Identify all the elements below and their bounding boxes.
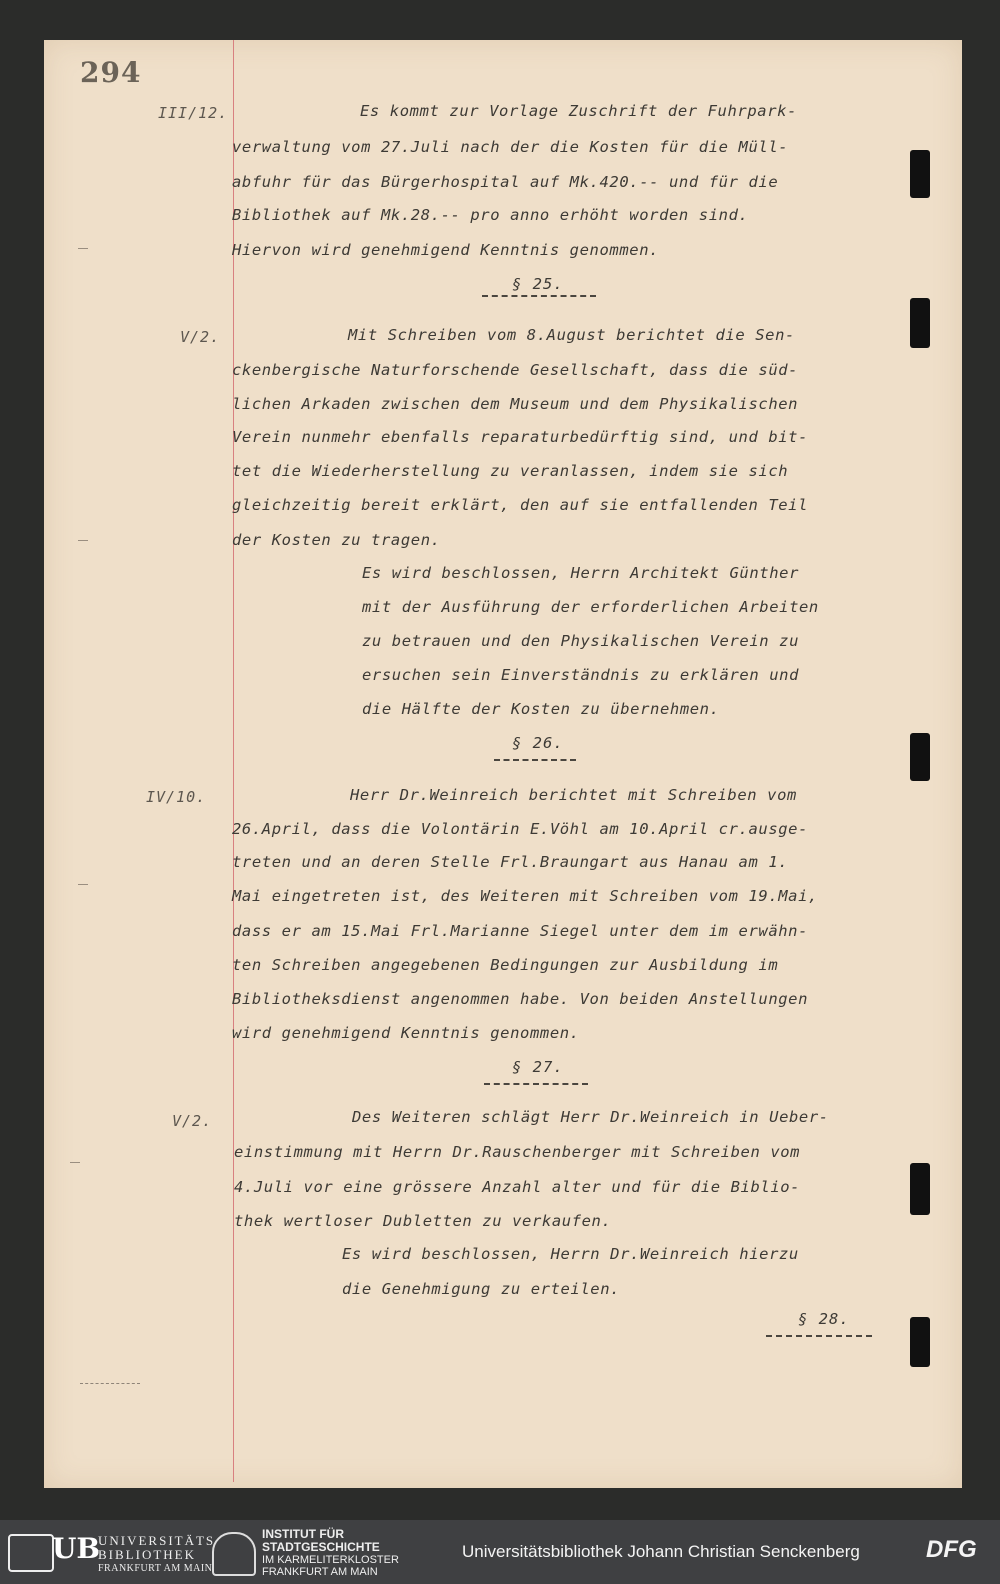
text-line: Des Weiteren schlägt Herr Dr.Weinreich in Ueber- <box>352 1108 829 1126</box>
section-ref: IV/10. <box>146 788 207 806</box>
text-line: Mai eingetreten ist, des Weiteren mit Schreiben vom 19.Mai, <box>232 887 818 905</box>
index-tab <box>910 733 930 781</box>
text-line: Mit Schreiben vom 8.August berichtet die Sen- <box>348 326 795 344</box>
paragraph-number: § 28. <box>798 1310 850 1328</box>
separator-dash <box>494 759 576 761</box>
margin-tick <box>78 540 88 541</box>
separator-dash <box>484 1083 588 1085</box>
resolution-line: ersuchen sein Einverständnis zu erklären und <box>362 666 799 684</box>
ub-logo-letters: UB <box>52 1532 101 1565</box>
resolution-line: zu betrauen und den Physikalischen Verein zu <box>362 632 799 650</box>
text-line: Bibliothek auf Mk.28.-- pro anno erhöht worden sind. <box>232 206 749 224</box>
resolution-line: Es wird beschlossen, Herrn Architekt Günther <box>362 564 799 582</box>
institute-logo-text: INSTITUT FÜR STADTGESCHICHTE IM KARMELITERKLOSTER FRANKFURT AM MAIN <box>262 1527 399 1578</box>
resolution-line: mit der Ausführung der erforderlichen Arbeiten <box>362 598 819 616</box>
index-tab <box>910 298 930 348</box>
text-line: gleichzeitig bereit erklärt, den auf sie entfallenden Teil <box>232 496 809 514</box>
margin-tick <box>78 884 88 885</box>
text-line: thek wertloser Dubletten zu verkaufen. <box>234 1212 612 1230</box>
index-tab <box>910 150 930 198</box>
text-line: Es kommt zur Vorlage Zuschrift der Fuhrpark- <box>360 102 797 120</box>
dfg-logo: DFG <box>926 1536 977 1563</box>
section-ref: III/12. <box>158 104 229 122</box>
page-number: 294 <box>80 56 142 89</box>
text-line: der Kosten zu tragen. <box>232 531 441 549</box>
index-tab <box>910 1163 930 1215</box>
text-line: treten und an deren Stelle Frl.Braungart aus Hanau am 1. <box>232 853 789 871</box>
library-credit: Universitätsbibliothek Johann Christian Senckenberg <box>462 1542 860 1561</box>
text-line: verwaltung vom 27.Juli nach der die Kosten für die Müll- <box>232 138 789 156</box>
paragraph-number: § 25. <box>512 275 564 293</box>
text-line: lichen Arkaden zwischen dem Museum und dem Physikalischen <box>232 395 799 413</box>
text-line: 26.April, dass die Volontärin E.Vöhl am 10.April cr.ausge- <box>232 820 809 838</box>
paragraph-number: § 26. <box>512 734 564 752</box>
section-ref: V/2. <box>180 328 221 346</box>
institute-arch-icon <box>212 1532 256 1576</box>
index-tab <box>910 1317 930 1367</box>
margin-dash <box>80 1383 140 1384</box>
paragraph-number: § 27. <box>512 1058 564 1076</box>
separator-dash <box>482 295 596 297</box>
footer-bar <box>0 1520 1000 1584</box>
section-ref: V/2. <box>172 1112 213 1130</box>
text-line: tet die Wiederherstellung zu veranlassen, indem sie sich <box>232 462 789 480</box>
text-line: wird genehmigend Kenntnis genommen. <box>232 1024 580 1042</box>
resolution-line: die Hälfte der Kosten zu übernehmen. <box>362 700 720 718</box>
text-line: dass er am 15.Mai Frl.Marianne Siegel unter dem im erwähn- <box>232 922 809 940</box>
resolution-line: Es wird beschlossen, Herrn Dr.Weinreich hierzu <box>342 1245 799 1263</box>
text-line: einstimmung mit Herrn Dr.Rauschenberger mit Schreiben vom <box>234 1143 801 1161</box>
separator-dash <box>766 1335 872 1337</box>
text-line: abfuhr für das Bürgerhospital auf Mk.420.-- und für die <box>232 173 779 191</box>
margin-tick <box>70 1162 80 1163</box>
text-line: ckenbergische Naturforschende Gesellschaft, dass die süd- <box>232 361 799 379</box>
text-line: Herr Dr.Weinreich berichtet mit Schreiben vom <box>350 786 797 804</box>
text-line: Verein nunmehr ebenfalls reparaturbedürftig sind, und bit- <box>232 428 809 446</box>
ub-seal-icon <box>8 1534 54 1572</box>
text-line: ten Schreiben angegebenen Bedingungen zur Ausbildung im <box>232 956 779 974</box>
margin-tick <box>78 248 88 249</box>
ub-logo-text: UNIVERSITÄTS BIBLIOTHEK FRANKFURT AM MAIN <box>98 1533 216 1574</box>
text-line: Bibliotheksdienst angenommen habe. Von beiden Anstellungen <box>232 990 809 1008</box>
resolution-line: die Genehmigung zu erteilen. <box>342 1280 621 1298</box>
text-line: 4.Juli vor eine grössere Anzahl alter und für die Biblio- <box>234 1178 801 1196</box>
text-line: Hiervon wird genehmigend Kenntnis genommen. <box>232 241 660 259</box>
